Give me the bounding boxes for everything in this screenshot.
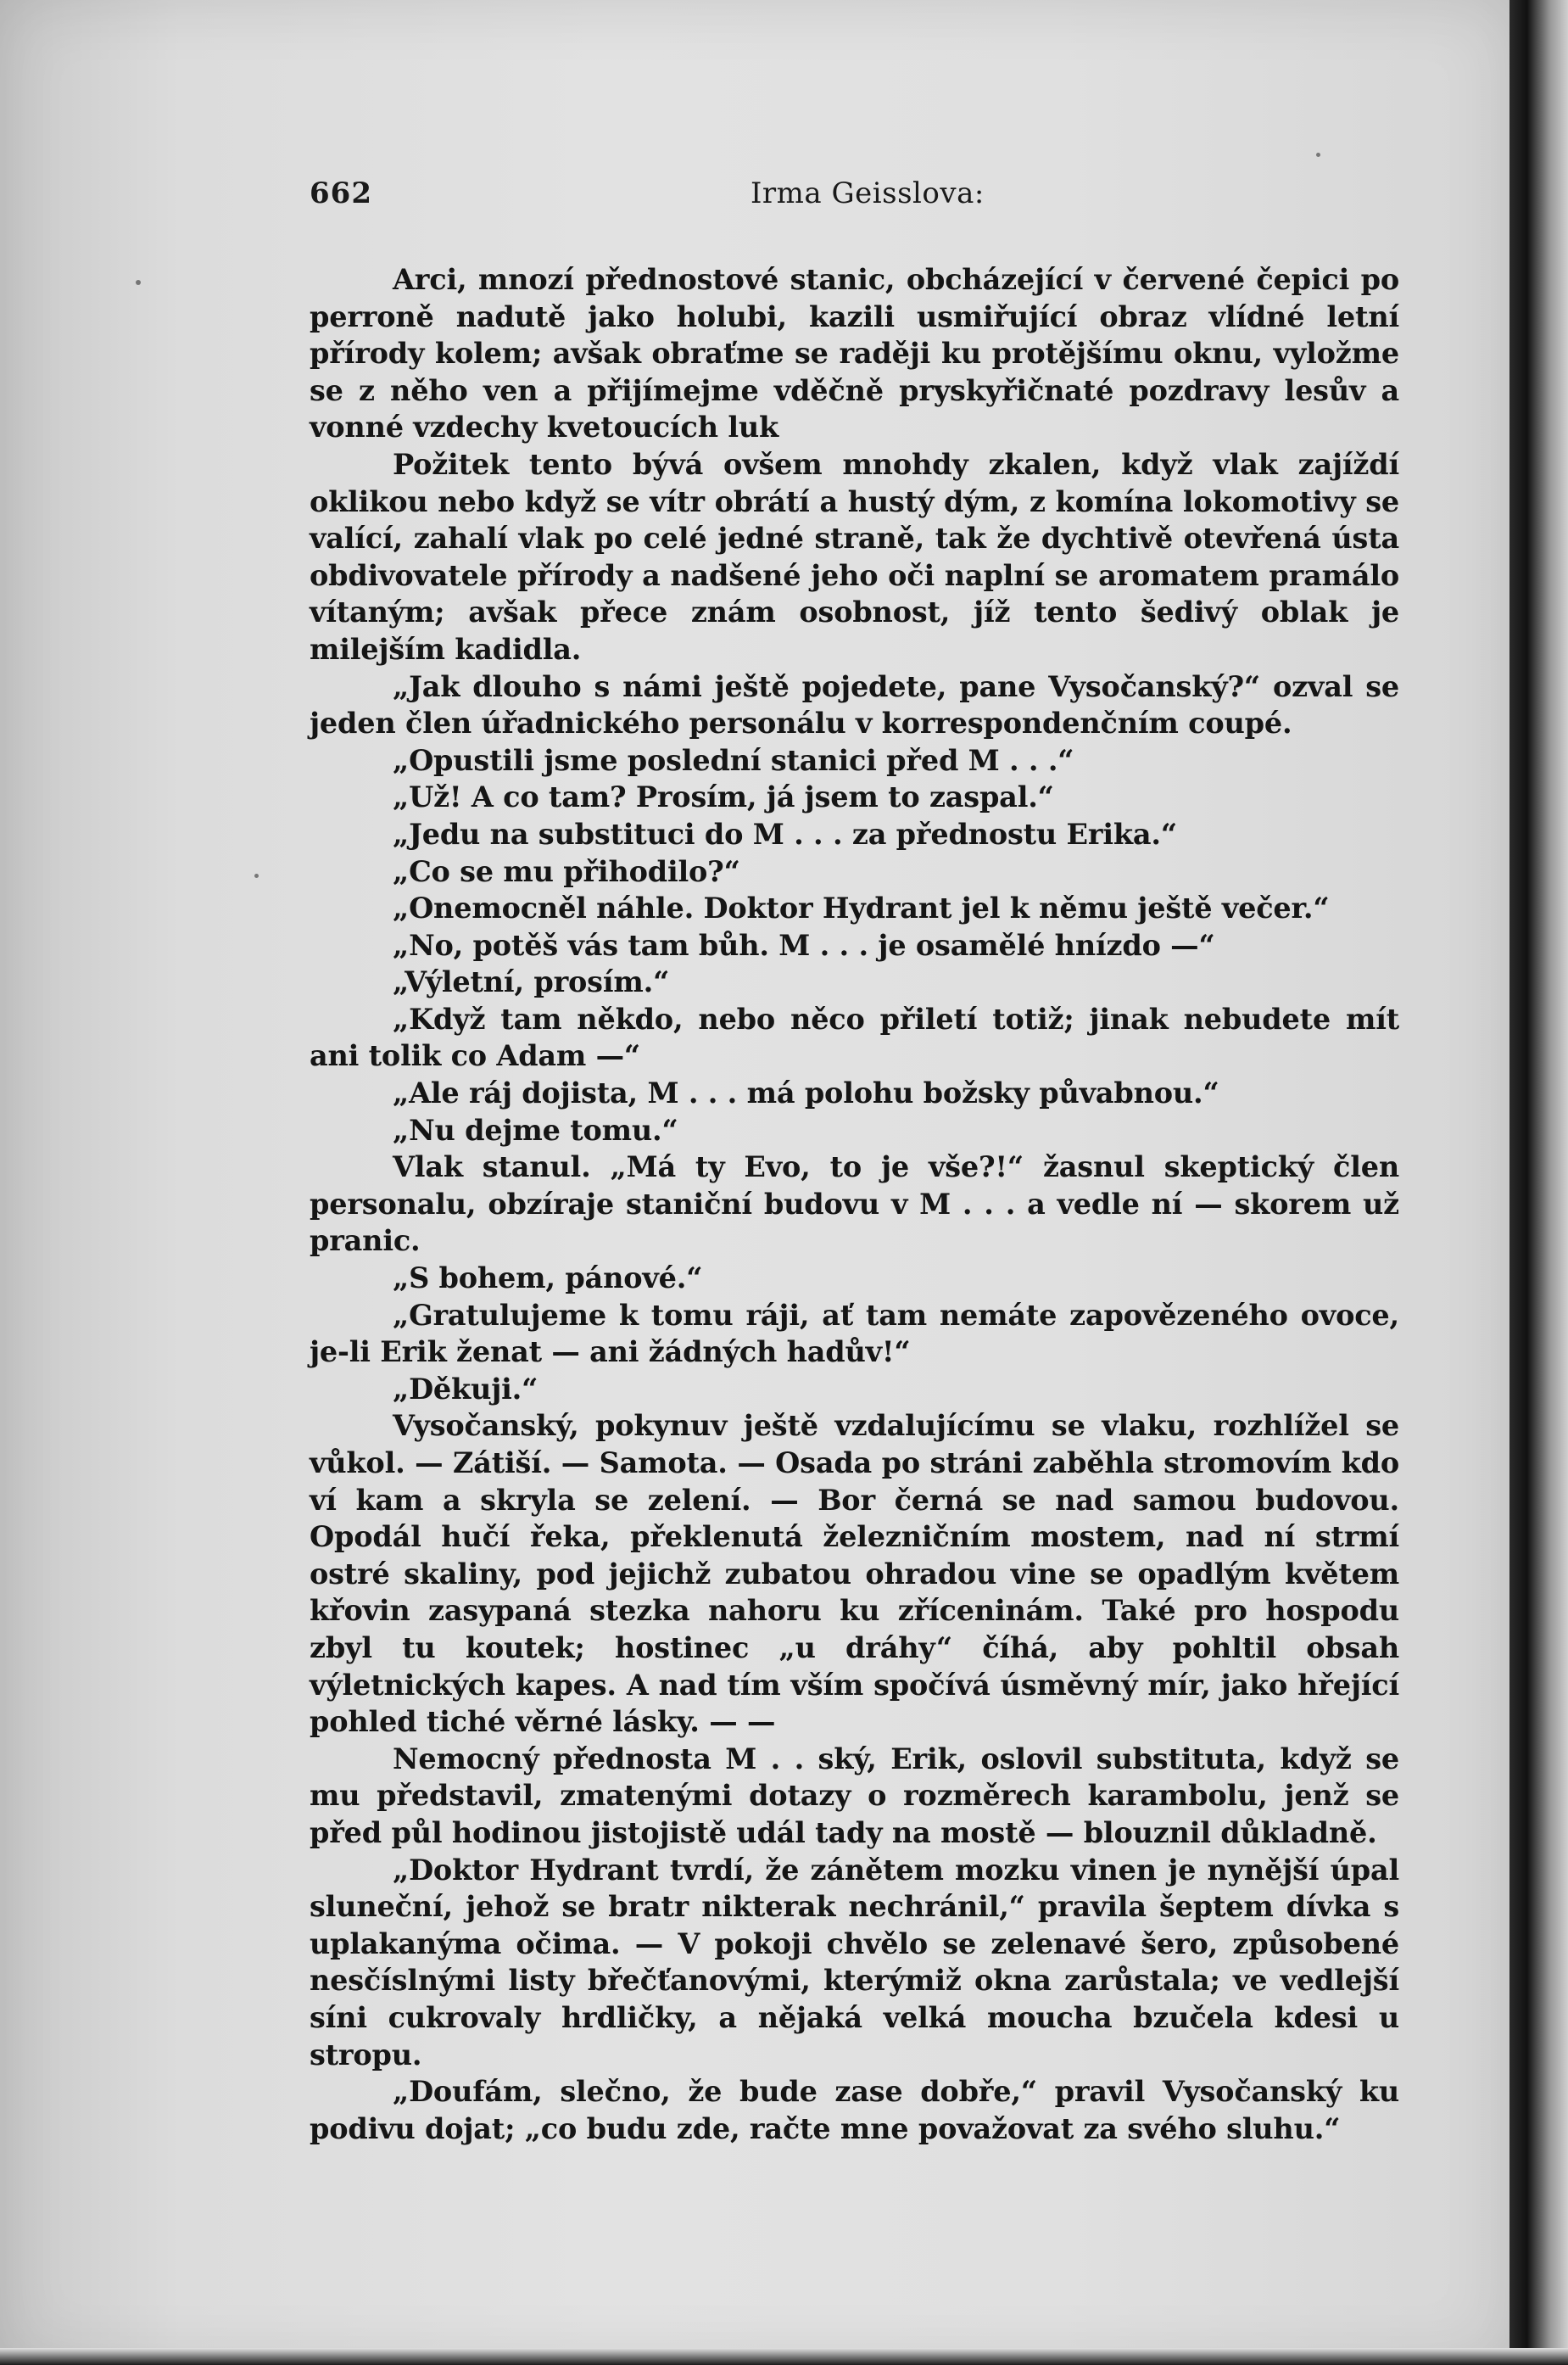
dust-speck bbox=[1316, 153, 1320, 157]
paragraph: „S bohem, pánové.“ bbox=[393, 1261, 703, 1295]
paragraph: „Nu dejme tomu.“ bbox=[393, 1113, 678, 1147]
paragraph: Vlak stanul. „Má ty Evo, to je vše?!“ žasnul skeptický člen personalu, obzíraje staniční budovu v M . . . a vedle ní — skorem už pranic. bbox=[310, 1150, 1399, 1258]
paragraph: „Když tam někdo, nebo něco přiletí totiž; jinak nebudete mít ani tolik co Adam —“ bbox=[310, 1002, 1399, 1073]
dust-speck bbox=[254, 874, 259, 878]
paragraph: „Ale ráj dojista, M . . . má polohu božsky půvabnou.“ bbox=[393, 1076, 1219, 1110]
running-title: Irma Geisslova: bbox=[751, 176, 985, 210]
paragraph: „Jedu na substituci do M . . . za přednostu Erika.“ bbox=[393, 817, 1177, 851]
paragraph: Arci, mnozí přednostové stanic, obcházející v červené čepici po perroně nadutě jako holubi, kazili usmiřující obraz vlídné letní přírody kolem; avšak obraťme se raději ku protějšímu oknu, vyložme se z něho ven a přijímejme vděčně pryskyřičnaté pozdravy lesův a vonné vzdechy kvetoucích luk bbox=[310, 263, 1399, 444]
body-text bbox=[310, 261, 1399, 2147]
paragraph: „Už! A co tam? Prosím, já jsem to zaspal.“ bbox=[393, 780, 1054, 814]
paragraph: „Výletní, prosím.“ bbox=[393, 965, 670, 999]
paragraph: „Doufám, slečno, že bude zase dobře,“ pravil Vysočanský ku podivu dojat; „co budu zde, račte mne považovat za svého sluhu.“ bbox=[310, 2075, 1399, 2145]
page-edge-shadow bbox=[1509, 0, 1568, 2365]
paragraph: „Jak dlouho s námi ještě pojedete, pane Vysočanský?“ ozval se jeden člen úřadnického personálu v korrespondenčním coupé. bbox=[310, 669, 1399, 741]
paragraph: „Opustili jsme poslední stanici před M . . .“ bbox=[393, 743, 1074, 777]
paragraph: „Gratulujeme k tomu ráji, ať tam nemáte zapovězeného ovoce, je-li Erik ženat — ani žádných hadův!“ bbox=[310, 1298, 1399, 1369]
page-header bbox=[310, 176, 1399, 219]
paragraph: Nemocný přednosta M . . ský, Erik, oslovil substituta, když se mu představil, zmatenými dotazy o rozměrech karambolu, jenž se před půl hodinou jistojistě udál tady na mostě — blouznil důkladně. bbox=[310, 1742, 1399, 1849]
paragraph: „Doktor Hydrant tvrdí, že zánětem mozku vinen je nynější úpal sluneční, jehož se bratr nikterak nechránil,“ pravila šeptem dívka s uplakanýma očima. — V pokoji chvělo se zelenavé šero, způsobené nesčíslnými listy břečťanovými, kterýmiž okna zarůstala; ve vedlejší síni cukrovaly hrdličky, a nějaká velká moucha bzučela kdesi u stropu. bbox=[310, 1853, 1399, 2071]
paragraph: „Děkuji.“ bbox=[393, 1372, 538, 1406]
paragraph: „No, potěš vás tam bůh. M . . . je osamělé hnízdo —“ bbox=[393, 928, 1215, 962]
dust-speck bbox=[136, 280, 141, 285]
paragraph: Vysočanský, pokynuv ještě vzdalujícímu se vlaku, rozhlížel se vůkol. — Zátiší. — Samota. — Osada po stráni zaběhla stromovím kdo ví kam a skryla se zelení. — Bor černá se nad samou budovou. Opodál hučí řeka, překlenutá železničním mostem, nad ní strmí ostré skaliny, pod jejichž zubatou ohradou vine se opadlým květem křovin zasypaná stezka nahoru ku zříceninám. Také pro hospodu zbyl tu koutek; hostinec „u dráhy“ číhá, aby pohltil obsah výletnických kapes. A nad tím vším spočívá úsměvný mír, jako hřející pohled tiché věrné lásky. — — bbox=[310, 1409, 1399, 1739]
paragraph: „Co se mu přihodilo?“ bbox=[393, 854, 740, 888]
paragraph: „Onemocněl náhle. Doktor Hydrant jel k němu ještě večer.“ bbox=[393, 892, 1330, 925]
page-number: 662 bbox=[310, 176, 372, 210]
page-bottom-shadow bbox=[0, 2348, 1568, 2365]
paragraph: Požitek tento bývá ovšem mnohdy zkalen, když vlak zajíždí oklikou nebo když se vítr obrátí a hustý dým, z komína lokomotivy se valící, zahalí vlak po celé jedné straně, tak že dychtivě otevřená ústa obdivovatele přírody a nadšené jeho oči naplní se aromatem pramálo vítaným; avšak přece znám osobnost, jíž tento šedivý oblak je milejším kadidla. bbox=[310, 447, 1399, 666]
